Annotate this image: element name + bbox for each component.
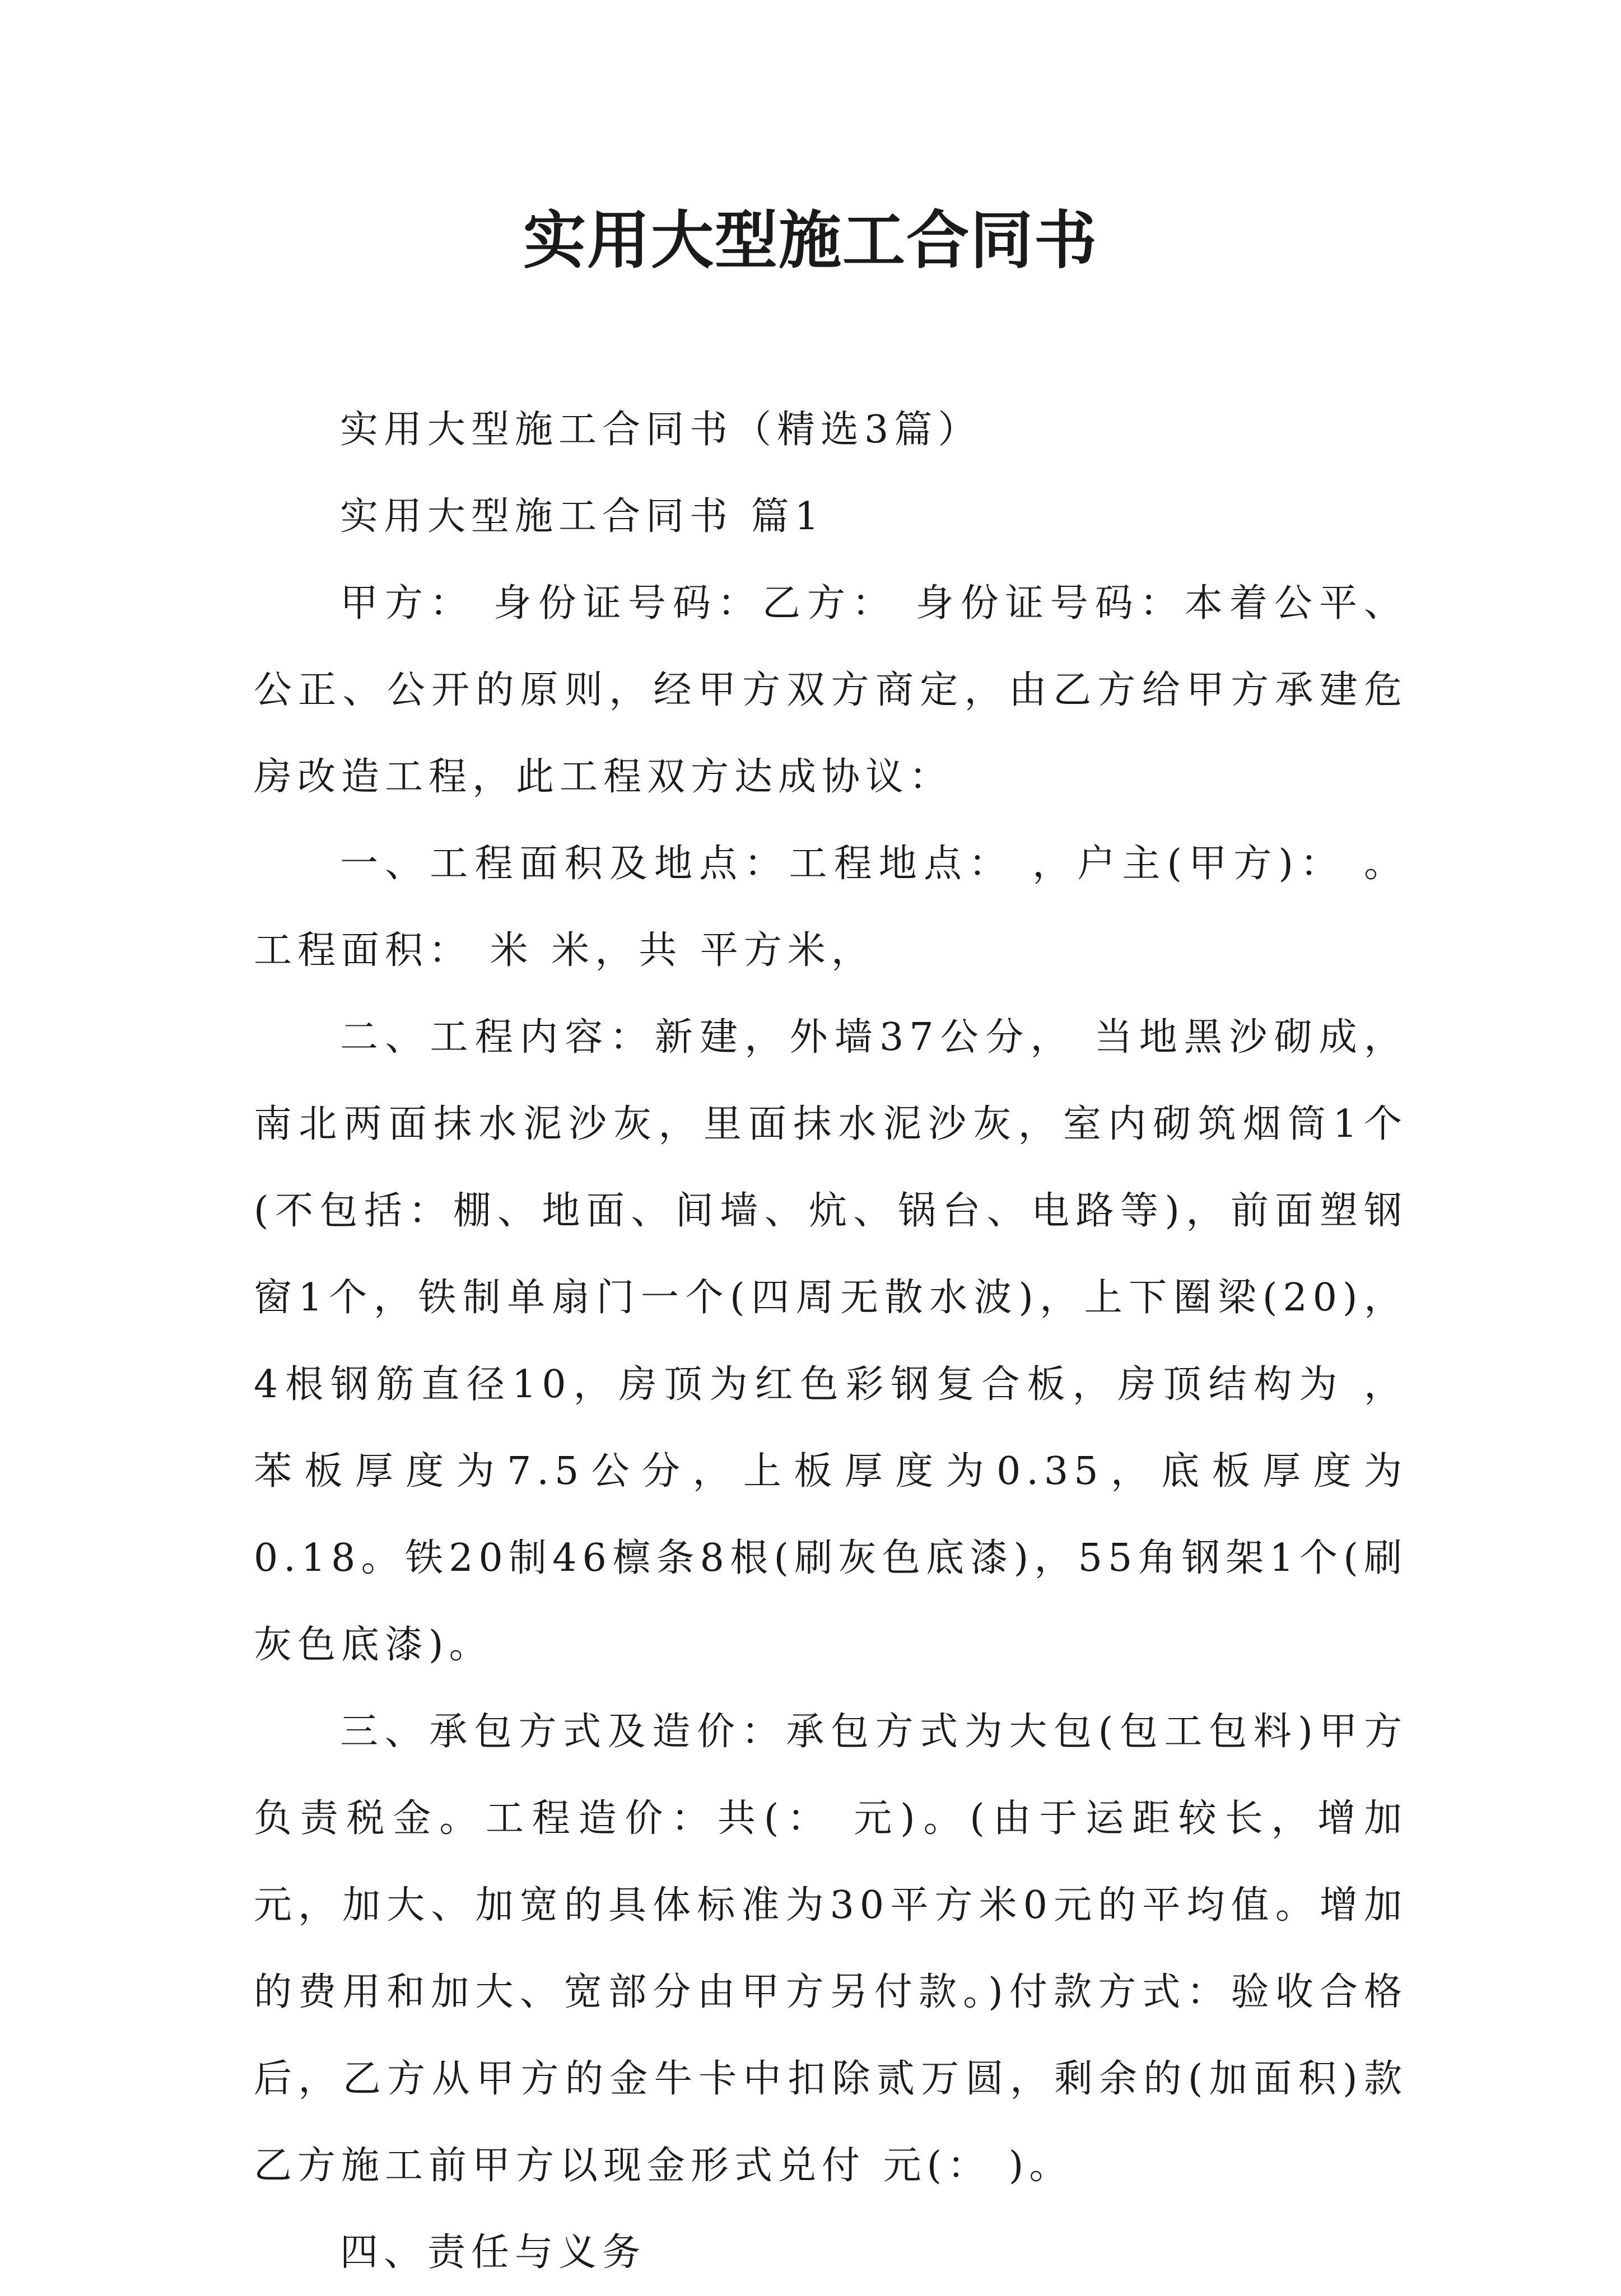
paragraph-section-3: 三、承包方式及造价：承包方式为大包(包工包料)甲方负责税金。工程造价：共(： 元)。(由于运距较长，增加元，加大、加宽的具体标准为30平方米0元的平均值。增加的费用和加大、宽部分由甲方另付款。)付款方式：验收合格后，乙方从甲方的金牛卡中扣除贰万圆，剩余的(加面积)款乙方施工前甲方以现金形式兑付 元(： )。 <box>254 1710 1408 2188</box>
paragraph-section-2: 二、工程内容：新建，外墙37公分， 当地黑沙砌成，南北两面抹水泥沙灰，里面抹水泥沙灰，室内砌筑烟筒1个(不包括：棚、地面、间墙、炕、锅台、电路等)，前面塑钢窗1个，铁制单扇门一个(四周无散水波)，上下圈梁(20)，4根钢筋直径10，房顶为红色彩钢复合板，房顶结构为 ，苯板厚度为7.5公分，上板厚度为0.35，底板厚度为0.18。铁20制46檩条8根(刷灰色底漆)，55角钢架1个(刷灰色底漆)。 <box>254 1015 1408 1667</box>
document-body <box>254 386 1408 2296</box>
paragraph-section-1: 一、工程面积及地点：工程地点： ，户主(甲方)： 。工程面积： 米 米，共 平方米， <box>254 842 1408 973</box>
paragraph-part-heading: 实用大型施工合同书 篇1 <box>340 494 825 539</box>
paragraph-parties: 甲方： 身份证号码：乙方： 身份证号码：本着公平、公正、公开的原则，经甲方双方商定，由乙方给甲方承建危房改造工程，此工程双方达成协议： <box>254 581 1408 799</box>
document-title: 实用大型施工合同书 <box>523 204 1098 277</box>
paragraph-collection-heading: 实用大型施工合同书（精选3篇） <box>340 408 982 452</box>
paragraph-section-4: 四、责任与义务 <box>340 2230 646 2275</box>
